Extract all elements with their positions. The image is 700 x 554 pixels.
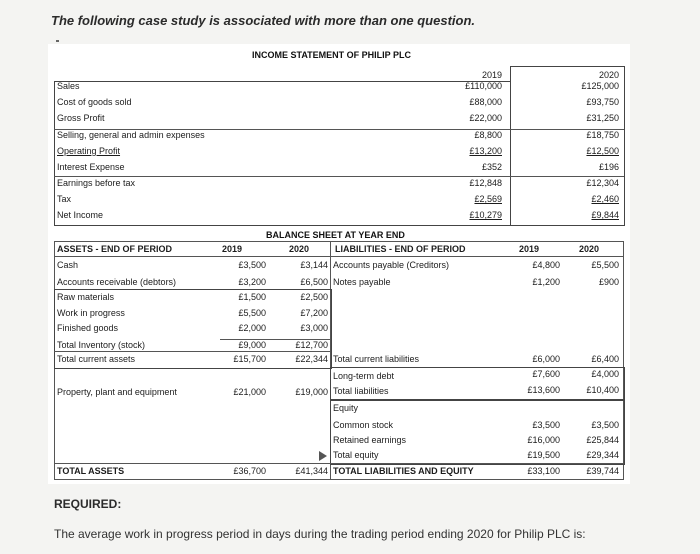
is-net-income-2019: £10,279 (469, 210, 502, 220)
bs-long-term-debt-2019: £7,600 (532, 369, 560, 379)
bs-payables-2020: £5,500 (591, 260, 619, 270)
is-sga-2020: £18,750 (586, 130, 619, 140)
bs-total-current-liabilities-2020: £6,400 (591, 354, 619, 364)
bs-total-inventory-2019: £9,000 (238, 340, 266, 350)
is-label-cogs: Cost of goods sold (57, 97, 132, 107)
bs-liab-header: LIABILITIES - END OF PERIOD (335, 244, 466, 254)
is-label-tax: Tax (57, 194, 72, 204)
is-interest-2019: £352 (481, 162, 502, 172)
bs-total-assets-2020: £41,344 (295, 466, 328, 476)
operating-profit-rule (54, 176, 624, 177)
bs-total-current-assets-2020: £22,344 (295, 354, 328, 364)
is-interest-2020: £196 (598, 162, 619, 172)
bs-ppe-2019: £21,000 (233, 387, 266, 397)
bs-bottom-rule (54, 479, 624, 480)
decorative-dot (56, 40, 59, 42)
bs-liab-year-2019: 2019 (519, 244, 540, 254)
bs-label-total-assets: TOTAL ASSETS (57, 466, 125, 476)
bs-header-top-rule (54, 241, 624, 242)
bs-raw-materials-2019: £1,500 (238, 292, 266, 302)
bs-wip-2019: £5,500 (238, 308, 266, 318)
bs-label-notes-payable: Notes payable (333, 277, 391, 287)
income-statement-title: INCOME STATEMENT OF PHILIP PLC (252, 50, 412, 60)
bs-label-total-equity: Total equity (333, 450, 379, 460)
balance-sheet-title: BALANCE SHEET AT YEAR END (266, 230, 405, 240)
bs-total-assets-2019: £36,700 (233, 466, 266, 476)
is-year-2019: 2019 (481, 70, 502, 80)
bs-label-payables: Accounts payable (Creditors) (333, 260, 450, 270)
bs-label-receivables: Accounts receivable (debtors) (57, 277, 177, 287)
bs-ppe-2020: £19,000 (295, 387, 328, 397)
is-tax-2019: £2,569 (474, 194, 502, 204)
bs-label-total-current-liabilities: Total current liabilities (333, 354, 420, 364)
bs-liab-year-2020: 2020 (579, 244, 600, 254)
is-ebt-2020: £12,304 (586, 178, 619, 188)
is-tax-2020: £2,460 (591, 194, 619, 204)
bs-total-current-assets-2019: £15,700 (233, 354, 266, 364)
is-operating-profit-2019: £13,200 (469, 146, 502, 156)
bs-total-liabilities-2019: £13,600 (527, 385, 560, 395)
bs-total-equity-2020: £29,344 (586, 450, 619, 460)
bs-label-long-term-debt: Long-term debt (333, 371, 395, 381)
bs-long-term-debt-2020: £4,000 (591, 369, 619, 379)
bs-total-liabilities-2020: £10,400 (586, 385, 619, 395)
bs-assets-year-2019: 2019 (222, 244, 243, 254)
bs-label-wip: Work in progress (57, 308, 125, 318)
bs-retained-earnings-2020: £25,844 (586, 435, 619, 445)
bs-label-retained-earnings: Retained earnings (333, 435, 407, 445)
is-net-income-2020: £9,844 (591, 210, 619, 220)
is-sales-2019: £110,000 (465, 81, 502, 91)
bs-notes-payable-2019: £1,200 (532, 277, 560, 287)
current-assets-rule (54, 351, 330, 352)
bs-wip-2020: £7,200 (300, 308, 328, 318)
bs-label-common-stock: Common stock (333, 420, 394, 430)
is-sales-2020: £125,000 (581, 81, 619, 91)
bs-label-ppe: Property, plant and equipment (57, 387, 177, 397)
bs-common-stock-2019: £3,500 (532, 420, 560, 430)
bs-cash-2019: £3,500 (238, 260, 266, 270)
bs-total-le-2019: £33,100 (527, 466, 560, 476)
bs-common-stock-2020: £3,500 (591, 420, 619, 430)
is-gross-profit-2020: £31,250 (586, 113, 619, 123)
question-text: The average work in progress period in days during the trading period ending 2020 for Philip PLC is: (54, 527, 586, 541)
is-label-sga: Selling, general and admin expenses (57, 130, 205, 140)
bs-receivables-2019: £3,200 (238, 277, 266, 287)
bs-finished-goods-2020: £3,000 (300, 323, 328, 333)
bs-raw-materials-2020: £2,500 (300, 292, 328, 302)
cursor-arrow-icon (319, 451, 327, 461)
bs-label-finished-goods: Finished goods (57, 323, 119, 333)
is-label-sales: Sales (57, 81, 80, 91)
bs-label-raw-materials: Raw materials (57, 292, 115, 302)
is-label-net-income: Net Income (57, 210, 104, 220)
bs-cash-2020: £3,144 (300, 260, 328, 270)
bs-label-total-inventory: Total Inventory (stock) (57, 340, 146, 350)
bs-total-equity-2019: £19,500 (527, 450, 560, 460)
bs-label-total-liabilities: Total liabilities (333, 386, 389, 396)
is-label-operating-profit: Operating Profit (57, 146, 121, 156)
is-gross-profit-2019: £22,000 (469, 113, 502, 123)
required-heading: REQUIRED: (54, 497, 122, 511)
bs-notes-payable-2020: £900 (598, 277, 619, 287)
bs-finished-goods-2019: £2,000 (238, 323, 266, 333)
bs-retained-earnings-2019: £16,000 (527, 435, 560, 445)
is-label-gross-profit: Gross Profit (57, 113, 105, 123)
bs-label-cash: Cash (57, 260, 79, 270)
is-cogs-2019: £88,000 (469, 97, 502, 107)
is-year-2020: 2020 (598, 70, 619, 80)
is-label-interest: Interest Expense (57, 162, 125, 172)
bs-receivables-2020: £6,500 (300, 277, 328, 287)
bs-label-total-current-assets: Total current assets (57, 354, 136, 364)
bs-total-current-liabilities-2019: £6,000 (532, 354, 560, 364)
bs-total-rule (54, 463, 624, 464)
is-operating-profit-2020: £12,500 (586, 146, 619, 156)
is-ebt-2019: £12,848 (469, 178, 502, 188)
bs-label-total-le: TOTAL LIABILITIES AND EQUITY (333, 466, 474, 476)
is-cogs-2020: £93,750 (586, 97, 619, 107)
bs-assets-header: ASSETS - END OF PERIOD (57, 244, 173, 254)
bs-payables-2019: £4,800 (532, 260, 560, 270)
bs-label-equity: Equity (333, 403, 359, 413)
is-label-ebt: Earnings before tax (57, 178, 136, 188)
is-sga-2019: £8,800 (474, 130, 502, 140)
bs-assets-year-2020: 2020 (289, 244, 310, 254)
case-study-intro: The following case study is associated with more than one question. (51, 13, 476, 28)
bs-total-inventory-2020: £12,700 (295, 340, 328, 350)
bs-total-le-2020: £39,744 (586, 466, 619, 476)
bs-header-bottom-rule (54, 256, 624, 257)
